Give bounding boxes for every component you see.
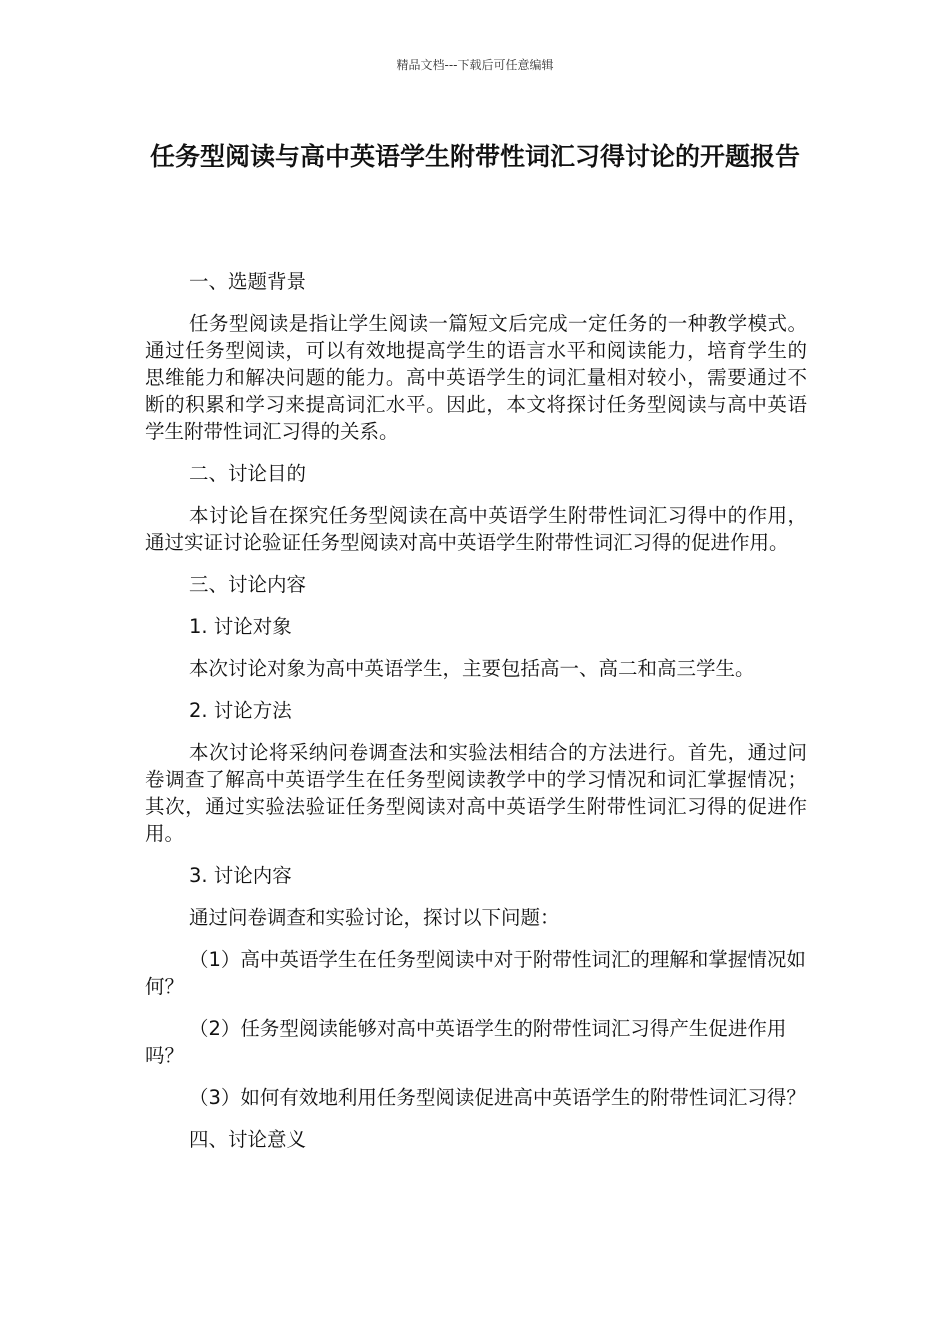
section-heading-content: 三、讨论内容 <box>189 573 307 596</box>
section-heading-purpose: 二、讨论目的 <box>189 462 307 485</box>
subsection-heading-subjects: 1. 讨论对象 <box>189 615 292 638</box>
question-item-1: （1）高中英语学生在任务型阅读中对于附带性词汇的理解和掌握情况如何？ <box>145 948 806 998</box>
subjects-paragraph: 本次讨论对象为高中英语学生，主要包括高一、高二和高三学生。 <box>189 657 755 680</box>
section-heading-background: 一、选题背景 <box>189 270 307 293</box>
document-title: 任务型阅读与高中英语学生附带性词汇习得讨论的开题报告 <box>149 142 800 171</box>
purpose-paragraph: 本讨论旨在探究任务型阅读在高中英语学生附带性词汇习得中的作用，通过实证讨论验证任务型阅读对高中英语学生附带性词汇习得的促进作用。 <box>145 504 807 554</box>
header-watermark: 精品文档---下载后可任意编辑 <box>396 58 554 72</box>
question-item-3: （3）如何有效地利用任务型阅读促进高中英语学生的附带性词汇习得？ <box>189 1086 806 1109</box>
question-item-2: （2）任务型阅读能够对高中英语学生的附带性词汇习得产生促进作用吗？ <box>145 1017 787 1067</box>
content-paragraph: 通过问卷调查和实验讨论，探讨以下问题： <box>189 906 560 929</box>
document-body <box>145 268 807 1168</box>
methods-paragraph: 本次讨论将采纳问卷调查法和实验法相结合的方法进行。首先，通过问卷调查了解高中英语学生在任务型阅读教学中的学习情况和词汇掌握情况；其次，通过实验法验证任务型阅读对高中英语学生附带性词汇习得的促进作用。 <box>145 741 807 845</box>
subsection-heading-methods: 2. 讨论方法 <box>189 699 292 722</box>
subsection-heading-content: 3. 讨论内容 <box>189 864 292 887</box>
background-paragraph: 任务型阅读是指让学生阅读一篇短文后完成一定任务的一种教学模式。通过任务型阅读，可以有效地提高学生的语言水平和阅读能力，培育学生的思维能力和解决问题的能力。高中英语学生的词汇量相对较小，需要通过不断的积累和学习来提高词汇水平。因此，本文将探讨任务型阅读与高中英语学生附带性词汇习得的关系。 <box>145 312 807 443</box>
section-heading-significance: 四、讨论意义 <box>189 1128 307 1151</box>
